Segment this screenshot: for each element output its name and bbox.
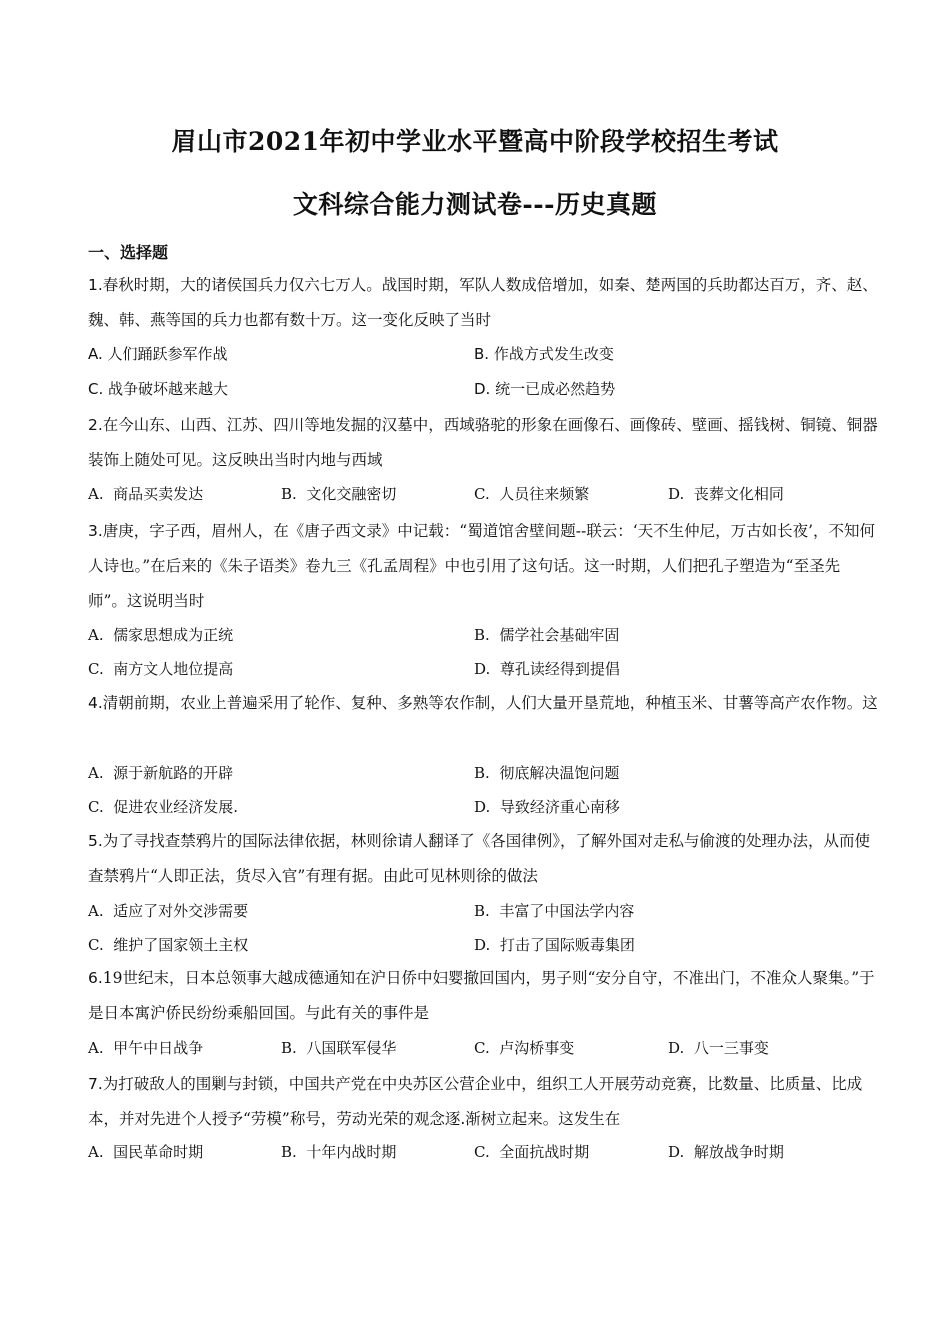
option-a: A. 商品买卖发达 — [88, 485, 204, 503]
question-text: 春秋时期，大的诸侯国兵力仅六七万人。战国时期，军队人数成倍增加，如秦、楚两国的兵助都达百万，齐、赵、魏、韩、燕等国的兵力也都有数十万。这一变化反映了当时 — [88, 276, 878, 329]
question-4 — [88, 686, 878, 721]
question-text: 清朝前期，农业上普遍采用了轮作、复种、多熟等农作制，人们大量开垦荒地，种植玉米、甘薯等高产农作物。这 — [102, 694, 878, 712]
option-a: A. 适应了对外交涉需要 — [88, 902, 249, 920]
exam-title: 眉山市2021年初中学业水平暨高中阶段学校招生考试 — [171, 127, 779, 156]
question-text: 为打破敌人的围剿与封锁，中国共产党在中央苏区公营企业中，组织工人开展劳动竞赛，比数量、比质量、比成本，并对先进个人授予“劳模”称号，劳动光荣的观念逐.渐树立起来。这发生在 — [88, 1075, 863, 1128]
option-b: B. 十年内战时期 — [281, 1143, 397, 1161]
question-text: 在今山东、山西、江苏、四川等地发掘的汉墓中，西域骆驼的形象在画像石、画像砖、壁画、摇钱树、铜镜、铜器装饰上随处可见。这反映出当时内地与西域 — [88, 416, 878, 469]
option-b: B. 作战方式发生改变 — [474, 345, 614, 363]
question-6 — [88, 961, 878, 1031]
option-b: B. 丰富了中国法学内容 — [474, 902, 635, 920]
question-3 — [88, 514, 878, 619]
option-d: D. 打击了国际贩毒集团 — [474, 936, 635, 954]
question-text: 19世纪末，日本总领事大越成德通知在沪日侨中妇婴撤回国内，男子则“安分自守，不准出门，不准众人聚集。”于是日本寓沪侨民纷纷乘船回国。与此有关的事件是 — [88, 969, 875, 1022]
question-number: 1. — [88, 276, 103, 294]
question-5 — [88, 824, 878, 894]
option-d: D. 八一三事变 — [668, 1039, 769, 1057]
option-a: A. 儒家思想成为正统 — [88, 626, 234, 644]
question-2 — [88, 408, 878, 478]
option-a: A. 人们踊跃参军作战 — [88, 345, 228, 363]
question-7 — [88, 1067, 878, 1137]
option-d: D. 解放战争时期 — [668, 1143, 784, 1161]
question-number: 3. — [88, 522, 103, 540]
exam-subtitle: 文科综合能力测试卷---历史真题 — [292, 190, 658, 219]
option-a: A. 甲午中日战争 — [88, 1039, 204, 1057]
option-c: C. 促进农业经济发展. — [88, 798, 239, 816]
option-c: C. 维护了国家领土主权 — [88, 936, 249, 954]
option-c: C. 战争破坏越来越大 — [88, 380, 229, 398]
question-number: 6. — [88, 969, 103, 987]
section-heading: 一、选择题 — [88, 243, 169, 262]
question-number: 7. — [88, 1075, 103, 1093]
question-text: 唐庚，字子西，眉州人，在《唐子西文录》中记载：“蜀道馆舍壁间题--联云：‘天不生仲尼，万古如长夜’，不知何人诗也。”在后来的《朱子语类》卷九三《孔孟周程》中也引用了这句话。这一时期，人们把孔子塑造为“至圣先师”。这说明当时 — [88, 522, 876, 610]
option-c: C. 卢沟桥事变 — [474, 1039, 575, 1057]
option-b: B. 八国联军侵华 — [281, 1039, 397, 1057]
option-a: A. 国民革命时期 — [88, 1143, 204, 1161]
option-d: D. 统一已成必然趋势 — [474, 380, 616, 398]
option-d: D. 导致经济重心南移 — [474, 798, 620, 816]
option-b: B. 彻底解决温饱问题 — [474, 764, 620, 782]
option-b: B. 文化交融密切 — [281, 485, 397, 503]
option-c: C. 全面抗战时期 — [474, 1143, 590, 1161]
option-c: C. 南方文人地位提高 — [88, 660, 234, 678]
option-d: D. 丧葬文化相同 — [668, 485, 784, 503]
question-number: 4. — [88, 694, 103, 712]
question-number: 5. — [88, 832, 103, 850]
question-number: 2. — [88, 416, 103, 434]
option-b: B. 儒学社会基础牢固 — [474, 626, 620, 644]
question-text: 为了寻找查禁鸦片的国际法律依据，林则徐请人翻译了《各国律例》，了解外国对走私与偷渡的处理办法，从而使查禁鸦片“人即正法，货尽入官”有理有据。由此可见林则徐的做法 — [88, 832, 871, 885]
question-1 — [88, 268, 878, 338]
option-d: D. 尊孔读经得到提倡 — [474, 660, 620, 678]
option-c: C. 人员往来频繁 — [474, 485, 590, 503]
option-a: A. 源于新航路的开辟 — [88, 764, 234, 782]
